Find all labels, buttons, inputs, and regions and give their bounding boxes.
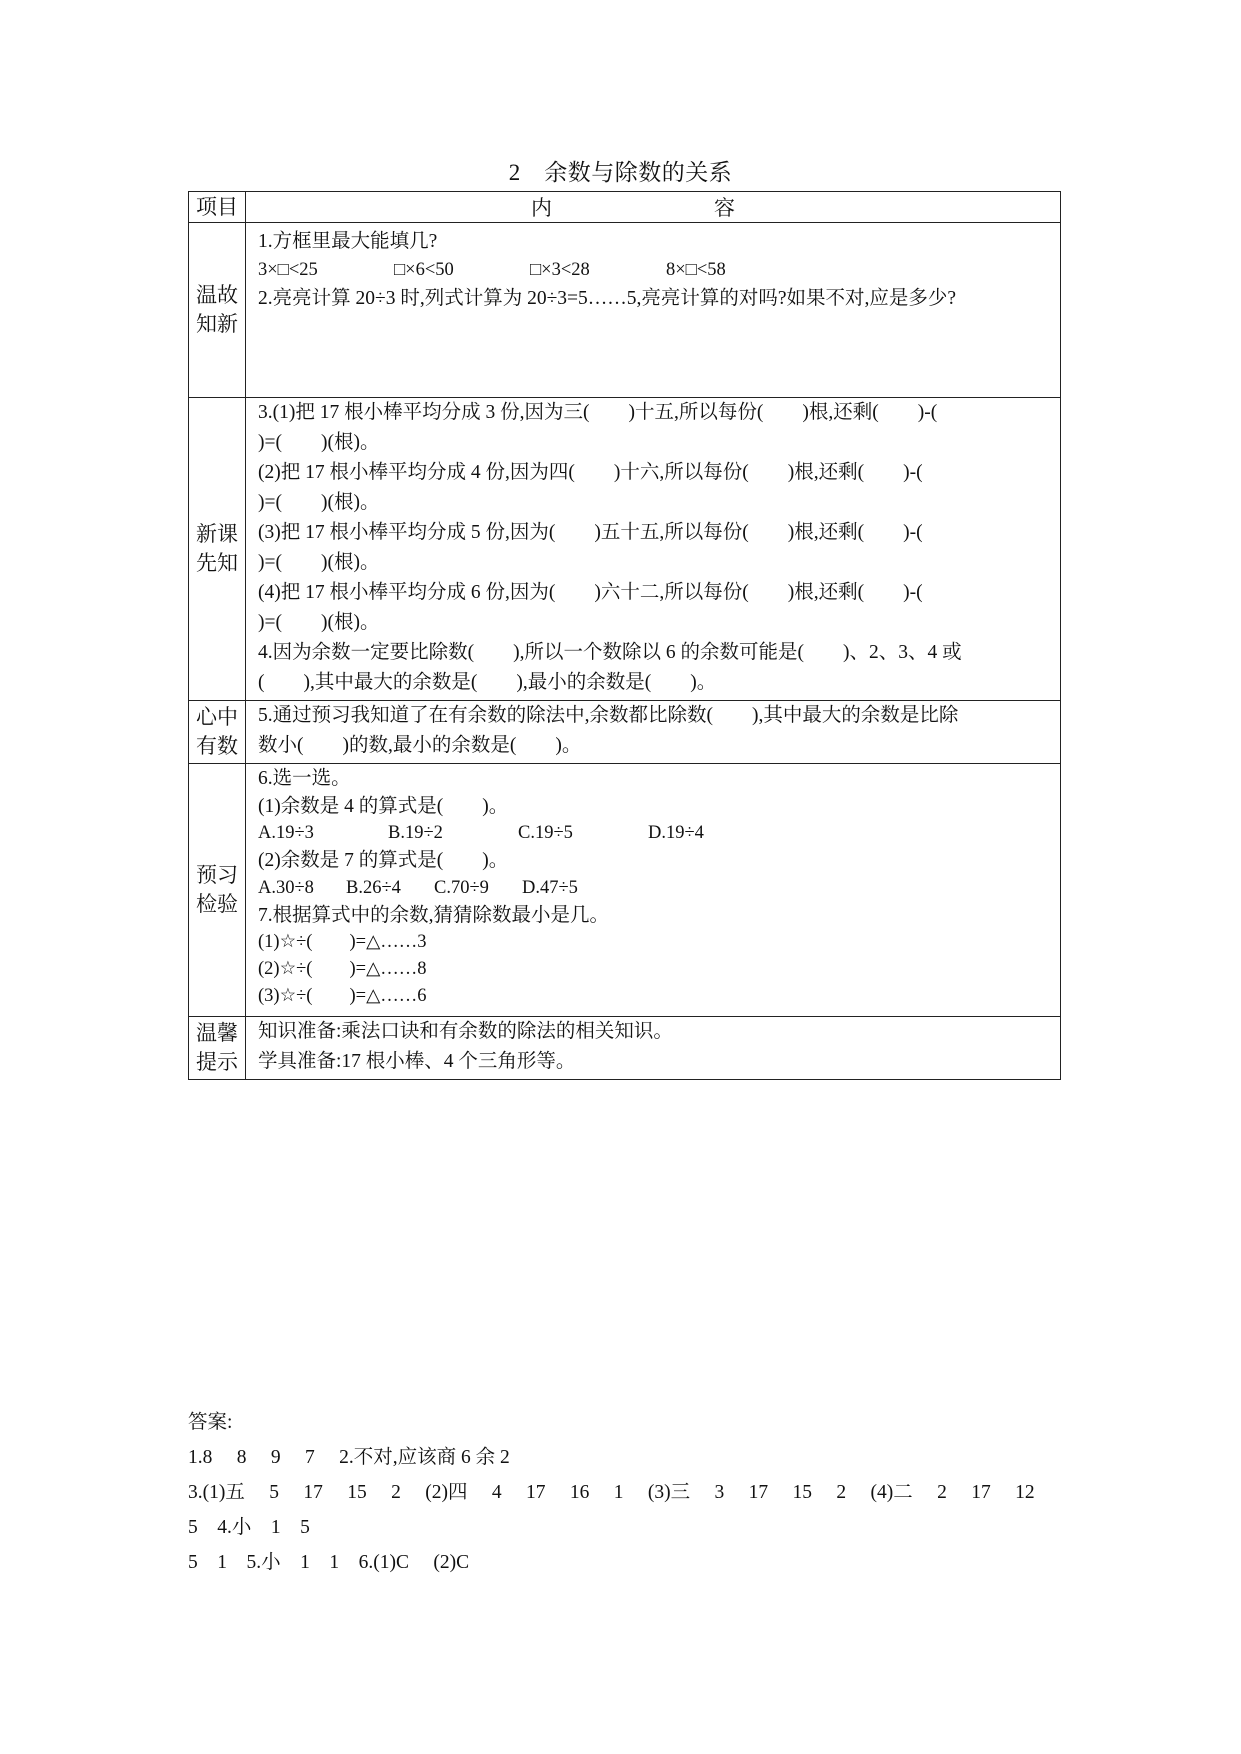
section-label-review xyxy=(189,223,246,398)
section-check xyxy=(189,764,1061,1017)
section-content-review xyxy=(246,223,1061,398)
answer-line: 5 4.小 1 5 xyxy=(188,1517,310,1538)
header-item: 项目 xyxy=(189,192,246,223)
question-line: ( ),其中最大的余数是( ),最小的余数是( )。 xyxy=(258,672,717,693)
section-label-check xyxy=(189,764,246,1017)
question-6-1: (1)余数是 4 的算式是( )。 xyxy=(258,795,509,817)
expr: 8×□<58 xyxy=(666,260,726,280)
section-label-newlesson xyxy=(189,398,246,701)
answers-heading: 答案: xyxy=(188,1412,233,1433)
option-a: A.19÷3 xyxy=(258,823,314,843)
answer-line: 1.8 8 9 7 2.不对,应该商 6 余 2 xyxy=(188,1447,510,1468)
header-content: 内 容 xyxy=(246,192,1061,223)
question-line: )=( )(根)。 xyxy=(258,492,380,513)
question-2: 2.亮亮计算 20÷3 时,列式计算为 20÷3=5……5,亮亮计算的对吗?如果不对,应是多少? xyxy=(258,288,957,309)
option-b: B.19÷2 xyxy=(388,823,443,843)
label-line: 新课 xyxy=(196,522,238,546)
section-review xyxy=(189,223,1061,398)
question-6: 6.选一选。 xyxy=(258,768,351,789)
option-b: B.26÷4 xyxy=(346,877,401,898)
page-title: 2 余数与除数的关系 xyxy=(508,160,733,185)
label-line: 心中 xyxy=(196,705,238,729)
label-line: 先知 xyxy=(196,551,238,575)
tip-line: 学具准备:17 根小棒、4 个三角形等。 xyxy=(258,1051,576,1072)
option-c: C.70÷9 xyxy=(434,877,489,898)
answer-line: 5 1 5.小 1 1 6.(1)C (2)C xyxy=(188,1552,470,1573)
question-line: )=( )(根)。 xyxy=(258,432,380,453)
section-content-tips xyxy=(246,1017,1061,1080)
question-line: (2)把 17 根小棒平均分成 4 份,因为四( )十六,所以每份( )根,还剩( )-( xyxy=(258,462,923,483)
question-line: 3.(1)把 17 根小棒平均分成 3 份,因为三( )十五,所以每份( )根,还剩( )-( xyxy=(258,402,938,423)
label-line: 检验 xyxy=(196,892,238,916)
label-line: 提示 xyxy=(196,1050,238,1074)
label-line: 知新 xyxy=(196,312,238,336)
question-6-1-options xyxy=(258,820,1050,847)
expr: □×3<28 xyxy=(530,260,590,280)
question-line: 数小( )的数,最小的余数是( )。 xyxy=(258,735,582,756)
label-line: 温故 xyxy=(196,283,238,307)
question-line: )=( )(根)。 xyxy=(258,552,380,573)
section-content-check xyxy=(246,764,1061,1017)
question-7-line: (3)☆÷( )=△……6 xyxy=(258,986,427,1006)
section-label-summary xyxy=(189,701,246,764)
answer-line: 3.(1)五 5 17 15 2 (2)四 4 17 16 1 (3)三 3 17 15 2 (4)二 2 17 12 xyxy=(188,1482,1035,1503)
option-a: A.30÷8 xyxy=(258,877,314,898)
question-1: 1.方框里最大能填几? xyxy=(258,231,438,252)
question-7-line: (2)☆÷( )=△……8 xyxy=(258,959,427,979)
section-content-newlesson xyxy=(246,398,1061,701)
expr: □×6<50 xyxy=(394,260,454,280)
answers-section xyxy=(188,1405,1035,1580)
section-summary xyxy=(189,701,1061,764)
expr: 3×□<25 xyxy=(258,260,318,280)
section-tips xyxy=(189,1017,1061,1080)
option-d: D.47÷5 xyxy=(522,877,578,898)
question-7: 7.根据算式中的余数,猜猜除数最小是几。 xyxy=(258,904,610,926)
question-6-2-options xyxy=(258,875,1050,902)
question-line: (4)把 17 根小棒平均分成 6 份,因为( )六十二,所以每份( )根,还剩( )-( xyxy=(258,582,923,603)
tip-line: 知识准备:乘法口诀和有余数的除法的相关知识。 xyxy=(258,1021,673,1042)
section-label-tips xyxy=(189,1017,246,1080)
worksheet-table xyxy=(188,191,1061,1080)
question-1-expressions xyxy=(258,257,1050,284)
section-newlesson xyxy=(189,398,1061,701)
question-line: )=( )(根)。 xyxy=(258,612,380,633)
question-line: 4.因为余数一定要比除数( ),所以一个数除以 6 的余数可能是( )、2、3、4 或 xyxy=(258,642,962,663)
question-line: (3)把 17 根小棒平均分成 5 份,因为( )五十五,所以每份( )根,还剩( )-( xyxy=(258,522,923,543)
question-7-line: (1)☆÷( )=△……3 xyxy=(258,932,427,952)
label-line: 预习 xyxy=(196,863,238,887)
question-6-2: (2)余数是 7 的算式是( )。 xyxy=(258,850,509,871)
option-d: D.19÷4 xyxy=(648,823,704,843)
section-content-summary xyxy=(246,701,1061,764)
label-line: 温馨 xyxy=(196,1021,238,1045)
question-line: 5.通过预习我知道了在有余数的除法中,余数都比除数( ),其中最大的余数是比除 xyxy=(258,705,959,726)
table-header-row xyxy=(189,192,1061,223)
label-line: 有数 xyxy=(196,734,238,758)
option-c: C.19÷5 xyxy=(518,823,573,843)
